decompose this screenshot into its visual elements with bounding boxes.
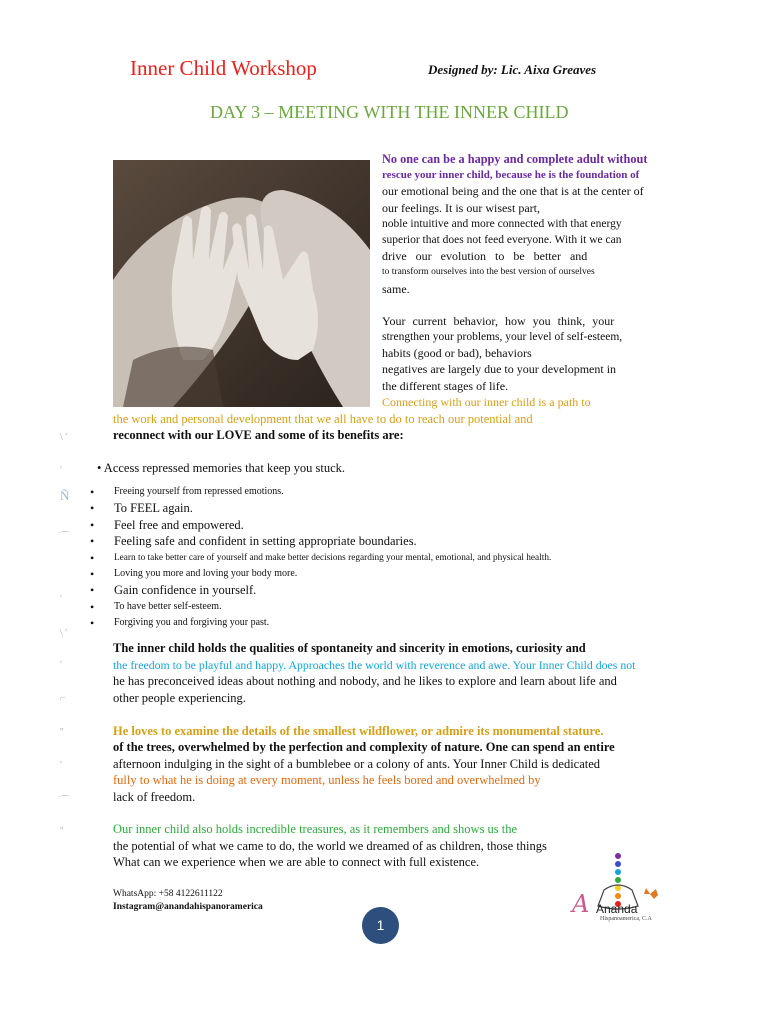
treasures-line: Our inner child also holds incredible treasures, as it remembers and shows us the [113,822,518,836]
benefit-first: • Access repressed memories that keep you stuck. [97,461,346,475]
connecting-line: Connecting with our inner child is a path to [382,394,591,409]
intro-line: our feelings. It is our wisest part, [382,200,540,215]
treasures-line: the potential of what we came to do, the world we dreamed of as children, those things [113,839,547,853]
svg-text:A: A [572,890,590,918]
list-item: • To have better self-esteem. [86,599,551,615]
logo-name: Ananda [596,902,638,916]
designer-credit: Designed by: Lic. Aixa Greaves [428,62,597,77]
list-item: • Forgiving you and forgiving your past. [86,615,551,631]
intro-paragraph [382,151,692,410]
intro-line: to transform ourselves into the best version of ourselves [382,267,595,278]
contact-info [113,888,263,914]
details-line: lack of freedom. [113,790,196,804]
list-item: • Learn to take better care of yourself and make better decisions regarding your mental, emotional, and physical health. [86,550,551,566]
whatsapp-number: WhatsApp: +58 4122611122 [113,889,223,899]
list-item: • Feeling safe and confident in setting appropriate boundaries. [86,533,551,549]
intro-line: rescue your inner child, because he is the foundation of [382,169,640,182]
connecting-line: reconnect with our LOVE and some of its benefits are: [113,428,404,442]
intro-line: same. [382,281,410,296]
details-line: fully to what he is doing at every moment, unless he feels bored and overwhelmed by [113,773,541,787]
behavior-line: Your current behavior, how you think, your [382,313,615,328]
day-title: DAY 3 – MEETING WITH THE INNER CHILD [210,102,569,122]
list-item: • Gain confidence in yourself. [86,582,551,598]
list-item: • Feel free and empowered. [86,517,551,533]
instagram-handle: Instagram@anandahispanoramerica [113,902,263,912]
intro-line: noble intuitive and more connected with that energy [382,217,622,230]
behavior-line: the different stages of life. [382,378,509,393]
workshop-title: Inner Child Workshop [130,56,317,80]
details-line: of the trees, overwhelmed by the perfection and complexity of nature. One can spend an entire [113,740,615,754]
logo-subtitle: Hispanoamerica, C.A [600,916,652,922]
qualities-line: he has preconceived ideas about nothing and nobody, and he likes to explore and learn about life and [113,674,617,688]
treasures-line: What can we experience when we are able to connect with full existence. [113,855,480,869]
intro-line: drive our evolution to be better and [382,249,588,264]
ananda-logo [568,850,668,930]
hands-photo [113,160,370,407]
details-line: He loves to examine the details of the smallest wildflower, or admire its monumental stature. [113,724,604,738]
qualities-line: The inner child holds the qualities of spontaneity and sincerity in emotions, curiosity and [113,641,586,655]
qualities-line: other people experiencing. [113,691,246,705]
intro-line: our emotional being and the one that is at the center of [382,184,644,199]
connecting-line: the work and personal development that we all have to do to reach our potential and [113,412,533,426]
page-number-badge: 1 [362,907,399,944]
list-item: • Loving you more and loving your body more. [86,566,551,582]
benefits-list [86,484,551,632]
qualities-line: the freedom to be playful and happy. Approaches the world with reverence and awe. Your Inner Child does not [113,658,636,672]
intro-line: superior that does not feed everyone. With it we can [382,234,622,247]
list-item: • Freeing yourself from repressed emotions. [86,484,551,500]
behavior-line: negatives are largely due to your development in [382,362,617,377]
details-line: afternoon indulging in the sight of a bumblebee or a colony of ants. Your Inner Child is dedicated [113,757,601,771]
behavior-line: habits (good or bad), behaviors [382,346,532,361]
intro-line: No one can be a happy and complete adult without [382,152,648,166]
list-item: • To FEEL again. [86,500,551,516]
behavior-line: strengthen your problems, your level of self-esteem, [382,331,623,344]
